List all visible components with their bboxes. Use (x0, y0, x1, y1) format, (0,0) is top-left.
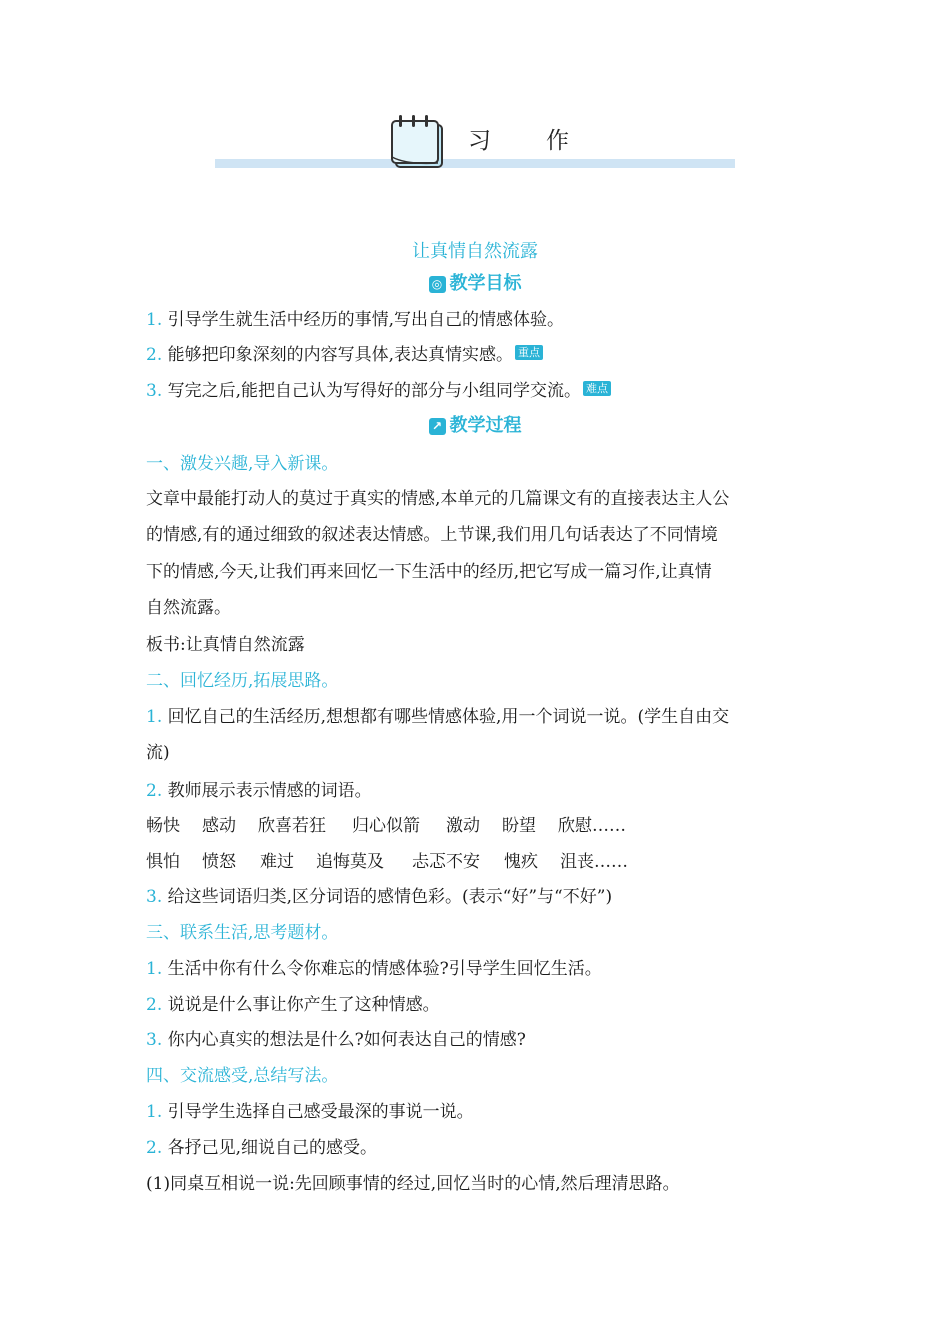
item-num: 2. (146, 781, 163, 801)
part3-item-3 (146, 1029, 526, 1051)
negative-words (146, 851, 628, 873)
emotion-word: 追悔莫及 (316, 852, 384, 872)
part2-title: 二、回忆经历,拓展思路。 (146, 671, 339, 691)
difficult-point-badge: 难点 (583, 381, 611, 396)
positive-words (146, 815, 626, 837)
emotion-word: 畅快 (146, 816, 180, 836)
part4-sub-item: (1)同桌互相说一说:先回顾事情的经过,回忆当时的心情,然后理清思路。 (146, 1174, 680, 1194)
objectives-heading-text: 教学目标 (449, 273, 522, 294)
part1-title: 一、激发兴趣,导入新课。 (146, 454, 339, 474)
item-text: 教师展示表示情感的词语。 (167, 781, 372, 801)
item-num: 3. (146, 887, 163, 907)
emotion-word: 归心似箭 (352, 816, 420, 836)
emotion-word: 欣慰…… (558, 816, 626, 836)
emotion-word: 欣喜若狂 (258, 816, 326, 836)
title-char-1: 习 (468, 128, 491, 154)
emotion-word: 难过 (260, 852, 294, 872)
title-char-2: 作 (546, 128, 569, 154)
item-text: 引导学生选择自己感受最深的事说一说。 (167, 1102, 474, 1122)
part4-item-2 (146, 1137, 377, 1159)
item-num: 1. (146, 707, 163, 727)
objective-num: 3. (146, 381, 163, 401)
part2-item-1 (146, 706, 729, 728)
emotion-word: 惧怕 (146, 852, 180, 872)
part1-para-line: 下的情感,今天,让我们再来回忆一下生活中的经历,把它写成一篇习作,让真情 (146, 562, 712, 582)
notebook-icon (387, 113, 449, 171)
objective-2 (146, 344, 543, 366)
part3-title: 三、联系生活,思考题材。 (146, 923, 339, 943)
objectives-heading (0, 269, 950, 295)
part4-title: 四、交流感受,总结写法。 (146, 1066, 339, 1086)
board-writing: 板书:让真情自然流露 (146, 635, 305, 655)
item-text: 你内心真实的想法是什么?如何表达自己的情感? (167, 1030, 526, 1050)
process-heading-text: 教学过程 (449, 415, 522, 436)
objective-text: 引导学生就生活中经历的事情,写出自己的情感体验。 (167, 310, 565, 330)
page-title (468, 122, 569, 155)
objective-num: 2. (146, 345, 163, 365)
part1-para-line: 自然流露。 (146, 598, 231, 618)
emotion-word: 愤怒 (202, 852, 236, 872)
emotion-word: 感动 (202, 816, 236, 836)
emotion-word: 盼望 (502, 816, 536, 836)
part1-para-line: 文章中最能打动人的莫过于真实的情感,本单元的几篇课文有的直接表达主人公 (146, 489, 730, 509)
item-num: 2. (146, 1138, 163, 1158)
key-point-badge: 重点 (515, 345, 543, 360)
emotion-word: 激动 (446, 816, 480, 836)
header-underline-bar (215, 159, 735, 168)
objective-text: 写完之后,能把自己认为写得好的部分与小组同学交流。 (167, 381, 582, 401)
objective-1 (146, 309, 564, 331)
emotion-word: 沮丧…… (560, 852, 628, 872)
item-text: 各抒己见,细说自己的感受。 (167, 1138, 378, 1158)
part2-item-1-cont: 流) (146, 743, 170, 763)
part2-item-2 (146, 780, 372, 802)
objective-3 (146, 380, 611, 402)
process-heading (0, 411, 950, 437)
part4-item-1 (146, 1101, 474, 1123)
item-num: 2. (146, 995, 163, 1015)
item-num: 1. (146, 1102, 163, 1122)
item-num: 3. (146, 1030, 163, 1050)
objective-num: 1. (146, 310, 163, 330)
item-text: 回忆自己的生活经历,想想都有哪些情感体验,用一个词说一说。(学生自由交 (167, 707, 730, 727)
item-text: 给这些词语归类,区分词语的感情色彩。(表示“好”与“不好”) (167, 887, 613, 907)
emotion-word: 忐忑不安 (412, 852, 480, 872)
target-icon: ◎ (429, 276, 446, 293)
part3-item-2 (146, 994, 440, 1016)
part1-para-line: 的情感,有的通过细致的叙述表达情感。上节课,我们用几句话表达了不同情境 (146, 525, 718, 545)
lesson-title: 让真情自然流露 (412, 241, 538, 262)
part2-item-3 (146, 886, 612, 908)
emotion-word: 愧疚 (504, 852, 538, 872)
objective-text: 能够把印象深刻的内容写具体,表达真情实感。 (167, 345, 514, 365)
item-text: 说说是什么事让你产生了这种情感。 (167, 995, 440, 1015)
process-icon: ↗ (429, 418, 446, 435)
part3-item-1 (146, 958, 602, 980)
item-num: 1. (146, 959, 163, 979)
item-text: 生活中你有什么令你难忘的情感体验?引导学生回忆生活。 (167, 959, 602, 979)
